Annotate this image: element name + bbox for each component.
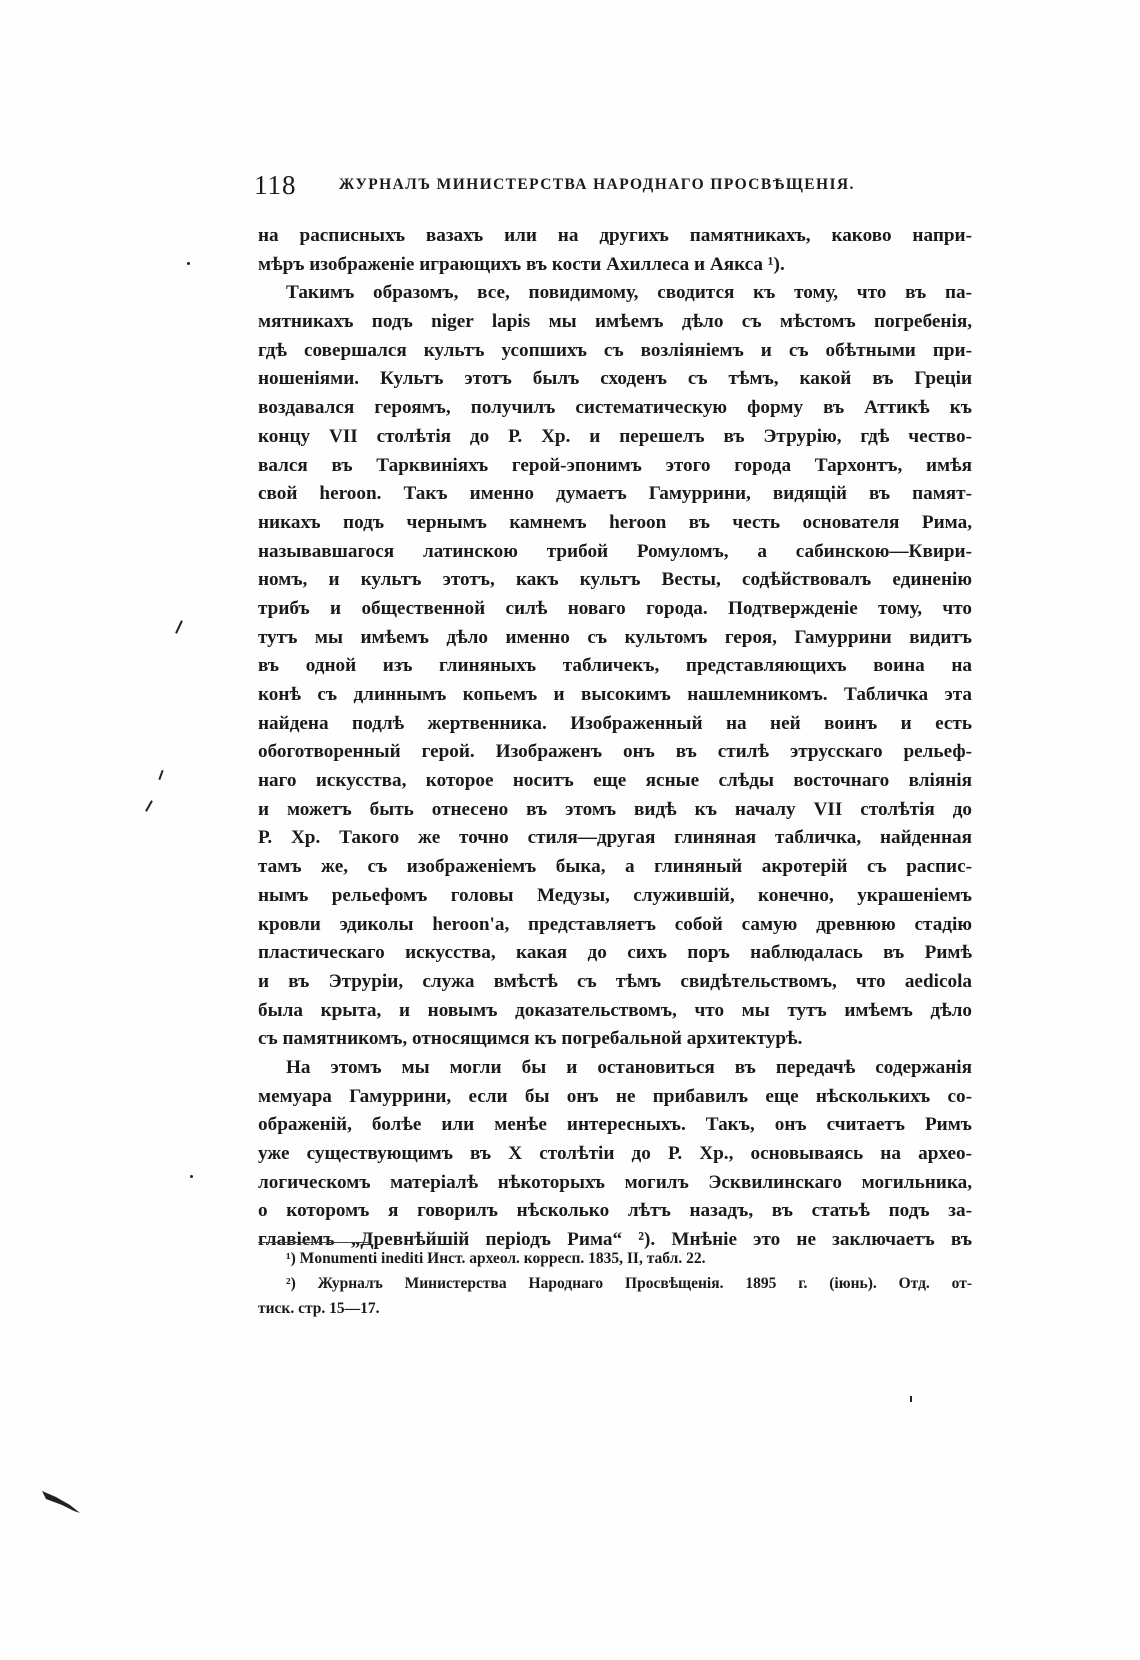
text-line: называвшагося латинскою трибой Ромуломъ, а сабинскою—Квири- — [258, 540, 972, 562]
footnote-line: ¹) Monumenti inediti Инст. археол. корресп. 1835, II, табл. 22. — [286, 1250, 706, 1267]
text-line: логическомъ матеріалѣ нѣкоторыхъ могилъ Эсквилинскаго могильника, — [258, 1171, 972, 1193]
text-line: о которомъ я говорилъ нѣсколько лѣтъ назадъ, въ статьѣ подъ за- — [258, 1200, 972, 1222]
text-line: нымъ рельефомъ головы Медузы, служившій, конечно, украшеніемъ — [258, 884, 972, 906]
text-line: пластическаго искусства, какая до сихъ поръ наблюдалась въ Римѣ — [258, 942, 972, 964]
text-line: номъ, и культъ этотъ, какъ культъ Весты, содѣйствовалъ единенію — [258, 569, 972, 591]
text-line: вался въ Тарквиніяхъ герой-эпонимъ этого города Тархонтъ, имѣя — [258, 454, 972, 476]
text-line: Такимъ образомъ, все, повидимому, сводится къ тому, что въ па- — [286, 282, 972, 304]
page-number: 118 — [254, 170, 297, 200]
text-line: и можетъ быть отнесено въ этомъ видѣ къ началу VII столѣтія до — [258, 798, 972, 820]
text-line: ношеніями. Культъ этотъ былъ сходенъ съ тѣмъ, какой въ Греціи — [258, 368, 972, 390]
text-line: обоготворенный герой. Изображенъ онъ въ стилѣ этрусскаго рельеф- — [258, 741, 972, 763]
text-line: и въ Этруріи, служа вмѣстѣ съ тѣмъ свидѣтельствомъ, что aedicola — [258, 970, 972, 992]
scan-speck — [910, 1396, 912, 1402]
text-line: кровли эдиколы heroon'а, представляетъ собой самую древнюю стадію — [258, 913, 972, 935]
text-line: конѣ съ длиннымъ копьемъ и высокимъ нашлемникомъ. Табличка эта — [258, 684, 972, 705]
scan-speck — [190, 1175, 193, 1178]
text-line: главіемъ „Древнѣйшій періодъ Рима“ ²). Мнѣніе это не заключаетъ въ — [258, 1229, 972, 1251]
text-line: мятникахъ подъ niger lapis мы имѣемъ дѣло съ мѣстомъ погребенія, — [258, 311, 972, 333]
scan-speck — [145, 800, 153, 811]
text-line: никахъ подъ чернымъ камнемъ heroon въ честь основателя Рима, — [258, 511, 972, 533]
footnote-divider — [258, 1242, 370, 1243]
body-text — [258, 222, 972, 1255]
page-header — [254, 170, 974, 202]
scan-speck — [187, 262, 190, 265]
text-line: На этомъ мы могли бы и остановиться въ передачѣ содержанія — [286, 1056, 972, 1078]
text-line: трибъ и общественной силѣ новаго города. Подтвержденіе тому, что — [258, 597, 972, 619]
text-line: найдена подлѣ жертвенника. Изображенный на ней воинъ и есть — [258, 712, 972, 734]
footnotes — [258, 1246, 972, 1321]
text-line: ображеній, болѣе или менѣе интересныхъ. Такъ, онъ считаетъ Римъ — [258, 1114, 972, 1136]
text-line: тамъ же, съ изображеніемъ быка, а глиняный акротерій съ распис- — [258, 856, 972, 878]
page-edge-mark — [40, 1487, 84, 1527]
scan-speck — [175, 620, 183, 634]
text-line: на расписныхъ вазахъ или на другихъ памятникахъ, каково напри- — [258, 225, 972, 246]
text-line: свой heroon. Такъ именно думаетъ Гамуррини, видящій въ памят- — [258, 483, 972, 505]
footnote-line: тиск. стр. 15—17. — [258, 1300, 380, 1317]
text-line: воздавался героямъ, получилъ систематическую форму въ Аттикѣ къ — [258, 397, 972, 419]
scan-speck — [158, 770, 163, 780]
text-line: тутъ мы имѣемъ дѣло именно съ культомъ героя, Гамуррини видитъ — [258, 626, 972, 648]
text-line: Р. Хр. Такого же точно стиля—другая глиняная табличка, найденная — [258, 827, 972, 849]
text-line: съ памятникомъ, относящимся къ погребальной архитектурѣ. — [258, 1028, 803, 1050]
text-line: была крыта, и новымъ доказательствомъ, что мы тутъ имѣемъ дѣло — [258, 999, 972, 1021]
text-line: мѣръ изображеніе играющихъ въ кости Ахиллеса и Аякса ¹). — [258, 253, 785, 275]
text-line: въ одной изъ глиняныхъ табличекъ, представляющихъ воина на — [258, 655, 972, 677]
text-line: концу VII столѣтія до Р. Хр. и перешелъ въ Этрурію, гдѣ чество- — [258, 425, 972, 447]
text-line: наго искусства, которое носитъ еще ясные слѣды восточнаго вліянія — [258, 770, 972, 792]
footnote-line: ²) Журналъ Министерства Народнаго Просвѣщенія. 1895 г. (іюнь). Отд. от- — [286, 1275, 972, 1292]
text-line: уже существующимъ въ X столѣтіи до Р. Хр., основываясь на архео- — [258, 1143, 972, 1164]
running-title: ЖУРНАЛЪ МИНИСТЕРСТВА НАРОДНАГО ПРОСВѢЩЕНІЯ. — [339, 176, 855, 193]
text-line: мемуара Гамуррини, если бы онъ не прибавилъ еще нѣсколькихъ со- — [258, 1085, 972, 1107]
text-line: гдѣ совершался культъ усопшихъ съ возліяніемъ и съ обѣтными при- — [258, 339, 972, 361]
